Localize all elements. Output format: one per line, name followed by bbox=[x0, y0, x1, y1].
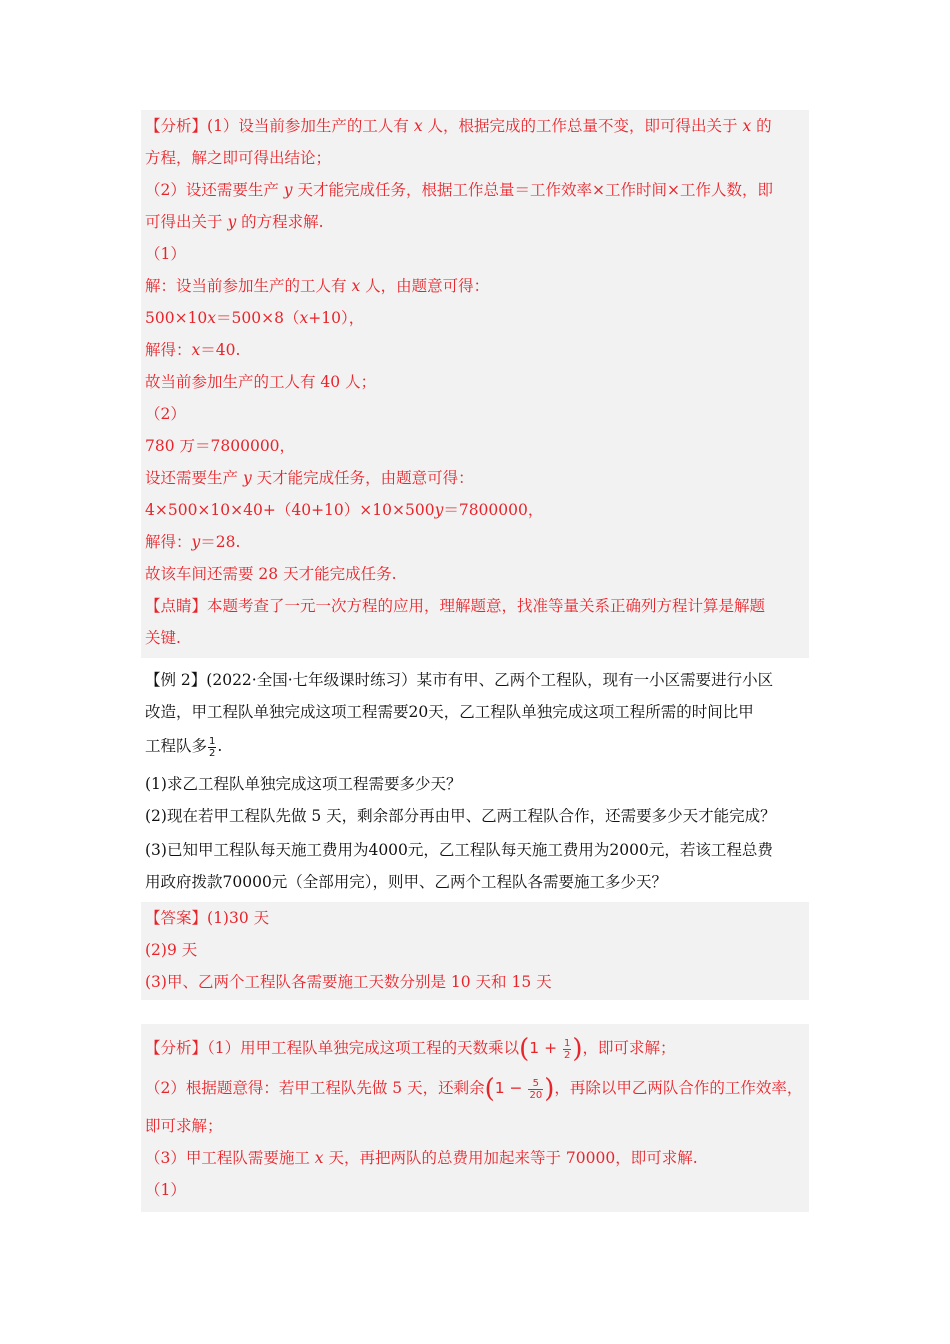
example-2-block bbox=[141, 664, 809, 904]
right-paren: ) bbox=[544, 1074, 555, 1104]
solution-1-result: 解得：x＝40. bbox=[145, 341, 241, 359]
fraction-five-twentieths: $\frac{5}{20}$ bbox=[529, 1077, 543, 1101]
analysis-2-tag: 【分析】 bbox=[145, 1039, 208, 1057]
solution-2-equation: 4×500×10×40+（40+10）×10×500y＝7800000， bbox=[145, 501, 544, 519]
answer-tag: 【答案】 bbox=[145, 909, 208, 927]
example-source: (2022·全国·七年级课时练习） bbox=[206, 671, 417, 689]
fraction-one-half-analysis: $\frac{1}{2}$ bbox=[564, 1037, 571, 1061]
left-paren: ( bbox=[519, 1034, 530, 1064]
analysis-2-block bbox=[141, 1024, 809, 1212]
analysis-line-3: （2）设还需要生产 y 天才能完成任务，根据工作总量＝工作效率×工作时间×工作人数，即 bbox=[145, 181, 773, 199]
answer-line-1: 【答案】(1)30 天 bbox=[145, 909, 270, 927]
answer-line-2: (2)9 天 bbox=[145, 941, 198, 959]
solution-part-1-label: （1） bbox=[145, 245, 186, 263]
solution-part-2-label: （2） bbox=[145, 405, 186, 423]
question-3-line-2: 用政府拨款70000元（全部用完），则甲、乙两个工程队各需要施工多少天？ bbox=[145, 873, 668, 891]
answer-line-3: (3)甲、乙两个工程队各需要施工天数分别是 10 天和 15 天 bbox=[145, 973, 552, 991]
analysis-line-2: 方程，解之即可得出结论； bbox=[145, 149, 332, 167]
comment-line-1: 【点睛】本题考查了一元一次方程的应用，理解题意，找准等量关系正确列方程计算是解题 bbox=[145, 597, 766, 615]
analysis-2-line-2: （2）根据题意得：若甲工程队先做 5 天，还剩余(1 − $\frac{5}{20}$ )，再除以甲乙两队合作的工作效率， bbox=[145, 1074, 803, 1104]
question-3-line-1: (3)已知甲工程队每天施工费用为4000元，乙工程队每天施工费用为2000元，若该工程总费 bbox=[145, 841, 773, 859]
example-tag: 【例 2】 bbox=[145, 671, 207, 689]
analysis-2-line-4: （3）甲工程队需要施工 x 天，再把两队的总费用加起来等于 70000，即可求解. bbox=[145, 1149, 698, 1167]
analysis-2-line-3: 即可求解； bbox=[145, 1117, 223, 1135]
fraction-one-half: $\frac{1}{2}$ bbox=[209, 735, 216, 759]
analysis-line-4: 可得出关于 y 的方程求解. bbox=[145, 213, 324, 231]
solution-1-setup: 解：设当前参加生产的工人有 x 人，由题意可得： bbox=[145, 277, 490, 295]
solution-block-1 bbox=[141, 110, 809, 658]
analysis-line-1: 【分析】(1）设当前参加生产的工人有 x 人，根据完成的工作总量不变，即可得出关于 x 的 bbox=[145, 117, 772, 135]
left-paren: ( bbox=[484, 1074, 495, 1104]
right-paren: ) bbox=[572, 1034, 583, 1064]
analysis-2-line-5: （1） bbox=[145, 1181, 186, 1199]
comment-line-2: 关键. bbox=[145, 629, 181, 647]
solution-2-conversion: 780 万＝7800000， bbox=[145, 437, 296, 455]
answer-block bbox=[141, 902, 809, 1000]
solution-1-conclusion: 故当前参加生产的工人有 40 人； bbox=[145, 373, 377, 391]
question-1: (1)求乙工程队单独完成这项工程需要多少天？ bbox=[145, 775, 462, 793]
question-2: (2)现在若甲工程队先做 5 天，剩余部分再由甲、乙两工程队合作，还需要多少天才能完成？ bbox=[145, 807, 776, 825]
solution-2-conclusion: 故该车间还需要 28 天才能完成任务. bbox=[145, 565, 397, 583]
analysis-2-line-1: 【分析】（1）用甲工程队单独完成这项工程的天数乘以(1 + $\frac{1}{2}$ )，即可求解； bbox=[145, 1034, 676, 1064]
example-2-stem-line-1: 【例 2】(2022·全国·七年级课时练习）某市有甲、乙两个工程队，现有一小区需要进行小区 bbox=[145, 671, 774, 689]
solution-2-result: 解得：y＝28. bbox=[145, 533, 241, 551]
comment-tag: 【点睛】 bbox=[145, 597, 208, 615]
solution-1-equation: 500×10x＝500×8（x+10）， bbox=[145, 309, 365, 327]
solution-2-setup: 设还需要生产 y 天才能完成任务，由题意可得： bbox=[145, 469, 474, 487]
example-2-stem-line-3: 工程队多 $\frac{1}{2}$ . bbox=[145, 735, 223, 759]
example-2-stem-line-2: 改造，甲工程队单独完成这项工程需要20天，乙工程队单独完成这项工程所需的时间比甲 bbox=[145, 703, 754, 721]
analysis-tag: 【分析】 bbox=[145, 117, 208, 135]
